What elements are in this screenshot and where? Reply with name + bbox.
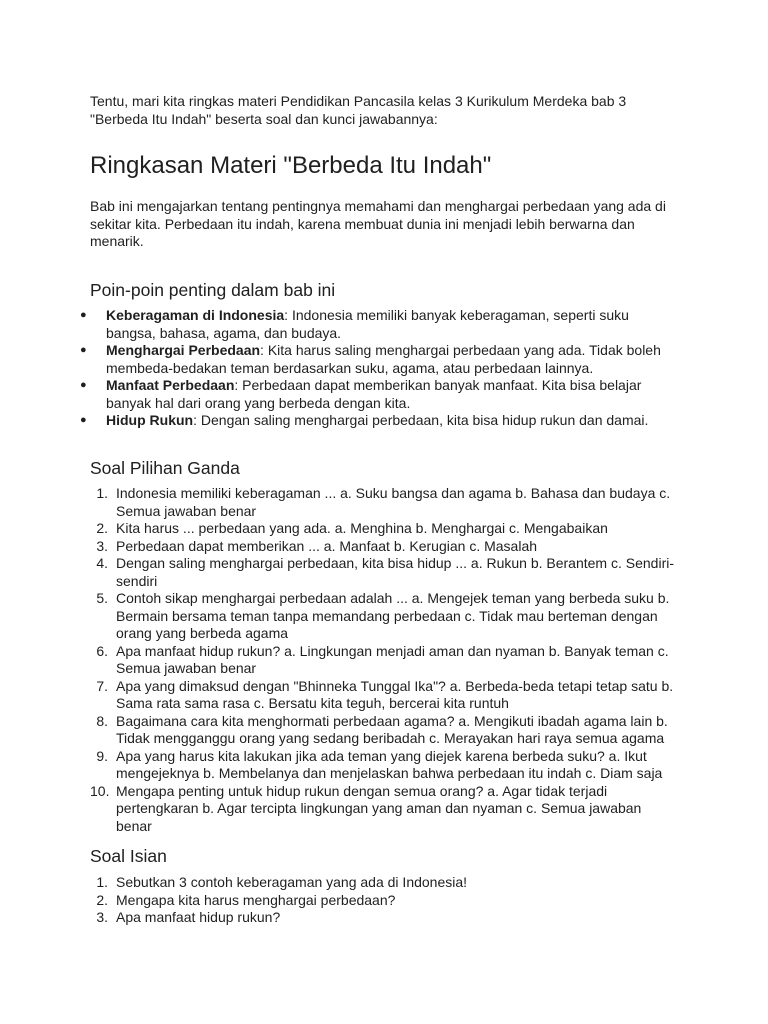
question-text: Kita harus ... perbedaan yang ada. a. Menghina b. Menghargai c. Mengabaikan bbox=[116, 520, 608, 536]
list-item bbox=[90, 412, 680, 430]
fill-in-list bbox=[90, 874, 680, 927]
list-item bbox=[90, 748, 680, 783]
point-term: Keberagaman di Indonesia bbox=[106, 307, 285, 323]
question-text: Mengapa kita harus menghargai perbedaan? bbox=[116, 891, 396, 908]
question-text: Sebutkan 3 contoh keberagaman yang ada di Indonesia! bbox=[116, 874, 468, 890]
item-number: 1. bbox=[96, 485, 108, 501]
page-title: Ringkasan Materi "Berbeda Itu Indah" bbox=[90, 152, 492, 179]
list-item bbox=[90, 485, 680, 520]
item-number: 2. bbox=[96, 891, 108, 908]
item-number: 4. bbox=[96, 555, 108, 571]
point-text: : Perbedaan dapat memberikan banyak manfaat. Kita bisa belajar banyak hal dari orang yang berbeda dengan kita. bbox=[106, 377, 642, 411]
list-item bbox=[90, 874, 680, 892]
item-number: 3. bbox=[96, 909, 108, 925]
list-item bbox=[90, 783, 680, 836]
points-heading: Poin-poin penting dalam bab ini bbox=[90, 280, 336, 300]
point-text: : Indonesia memiliki banyak keberagaman, seperti suku bangsa, bahasa, agama, dan budaya. bbox=[106, 307, 629, 341]
summary-paragraph: Bab ini mengajarkan tentang pentingnya memahami dan menghargai perbedaan yang ada di sekitar kita. Perbedaan itu indah, karena membuat dunia ini menjadi lebih berwarna dan menarik. bbox=[90, 198, 666, 249]
multiple-choice-list bbox=[90, 485, 680, 835]
list-item bbox=[90, 892, 680, 910]
intro-paragraph: Tentu, mari kita ringkas materi Pendidikan Pancasila kelas 3 Kurikulum Merdeka bab 3 "Berbeda Itu Indah" beserta soal dan kunci jawabannya: bbox=[90, 93, 627, 127]
item-number: 8. bbox=[96, 712, 108, 729]
item-number: 5. bbox=[96, 590, 108, 606]
item-number: 3. bbox=[96, 537, 108, 554]
list-item bbox=[90, 713, 680, 748]
multiple-choice-heading: Soal Pilihan Ganda bbox=[90, 458, 240, 478]
item-number: 9. bbox=[96, 747, 108, 764]
list-item bbox=[90, 307, 680, 342]
list-item bbox=[90, 909, 680, 927]
list-item bbox=[90, 678, 680, 713]
question-text: Apa yang harus kita lakukan jika ada teman yang diejek karena berbeda suku? a. Ikut mengejeknya b. Membelanya dan menjelaskan bahwa perbedaan itu indah c. Diam saja bbox=[116, 747, 663, 781]
item-number: 10. bbox=[90, 782, 110, 799]
item-number: 1. bbox=[96, 874, 108, 890]
question-text: Apa yang dimaksud dengan "Bhinneka Tunggal Ika"? a. Berbeda-beda tetapi tetap satu b. Sama rata sama rasa c. Bersatu kita teguh, bercerai kita runtuh bbox=[116, 677, 674, 711]
list-item bbox=[90, 643, 680, 678]
question-text: Indonesia memiliki keberagaman ... a. Suku bangsa dan agama b. Bahasa dan budaya c. Semua jawaban benar bbox=[116, 485, 671, 519]
point-term: Manfaat Perbedaan bbox=[106, 377, 235, 393]
question-text: Apa manfaat hidup rukun? bbox=[116, 909, 281, 925]
question-text: Mengapa penting untuk hidup rukun dengan semua orang? a. Agar tidak terjadi pertengkaran b. Agar tercipta lingkungan yang aman dan nyaman c. Semua jawaban benar bbox=[116, 782, 642, 834]
point-text: : Kita harus saling menghargai perbedaan yang ada. Tidak boleh membeda-bedakan teman berdasarkan suku, agama, atau perbedaan lainnya. bbox=[106, 342, 661, 376]
item-number: 6. bbox=[96, 642, 108, 659]
list-item bbox=[90, 555, 680, 590]
point-term: Menghargai Perbedaan bbox=[106, 342, 261, 358]
question-text: Perbedaan dapat memberikan ... a. Manfaat b. Kerugian c. Masalah bbox=[116, 537, 538, 554]
list-item bbox=[90, 538, 680, 556]
fill-in-heading: Soal Isian bbox=[90, 846, 167, 866]
point-text: : Dengan saling menghargai perbedaan, kita bisa hidup rukun dan damai. bbox=[193, 412, 649, 428]
question-text: Apa manfaat hidup rukun? a. Lingkungan menjadi aman dan nyaman b. Banyak teman c. Semua jawaban benar bbox=[116, 642, 669, 676]
question-text: Dengan saling menghargai perbedaan, kita bisa hidup ... a. Rukun b. Berantem c. Sendiri-sendiri bbox=[116, 555, 675, 589]
item-number: 2. bbox=[96, 520, 108, 536]
list-item bbox=[90, 520, 680, 538]
point-term: Hidup Rukun bbox=[106, 412, 194, 428]
list-item bbox=[90, 377, 680, 412]
key-points-list bbox=[90, 307, 680, 430]
question-text: Contoh sikap menghargai perbedaan adalah ... a. Mengejek teman yang berbeda suku b. Bermain bersama teman tanpa memandang perbedaan c. Tidak mau berteman dengan orang yang berbeda agama bbox=[116, 590, 670, 641]
item-number: 7. bbox=[96, 677, 108, 694]
list-item bbox=[90, 342, 680, 377]
list-item bbox=[90, 590, 680, 643]
question-text: Bagaimana cara kita menghormati perbedaan agama? a. Mengikuti ibadah agama lain b. Tidak mengganggu orang yang sedang beribadah c. Merayakan hari raya semua agama bbox=[116, 712, 668, 746]
